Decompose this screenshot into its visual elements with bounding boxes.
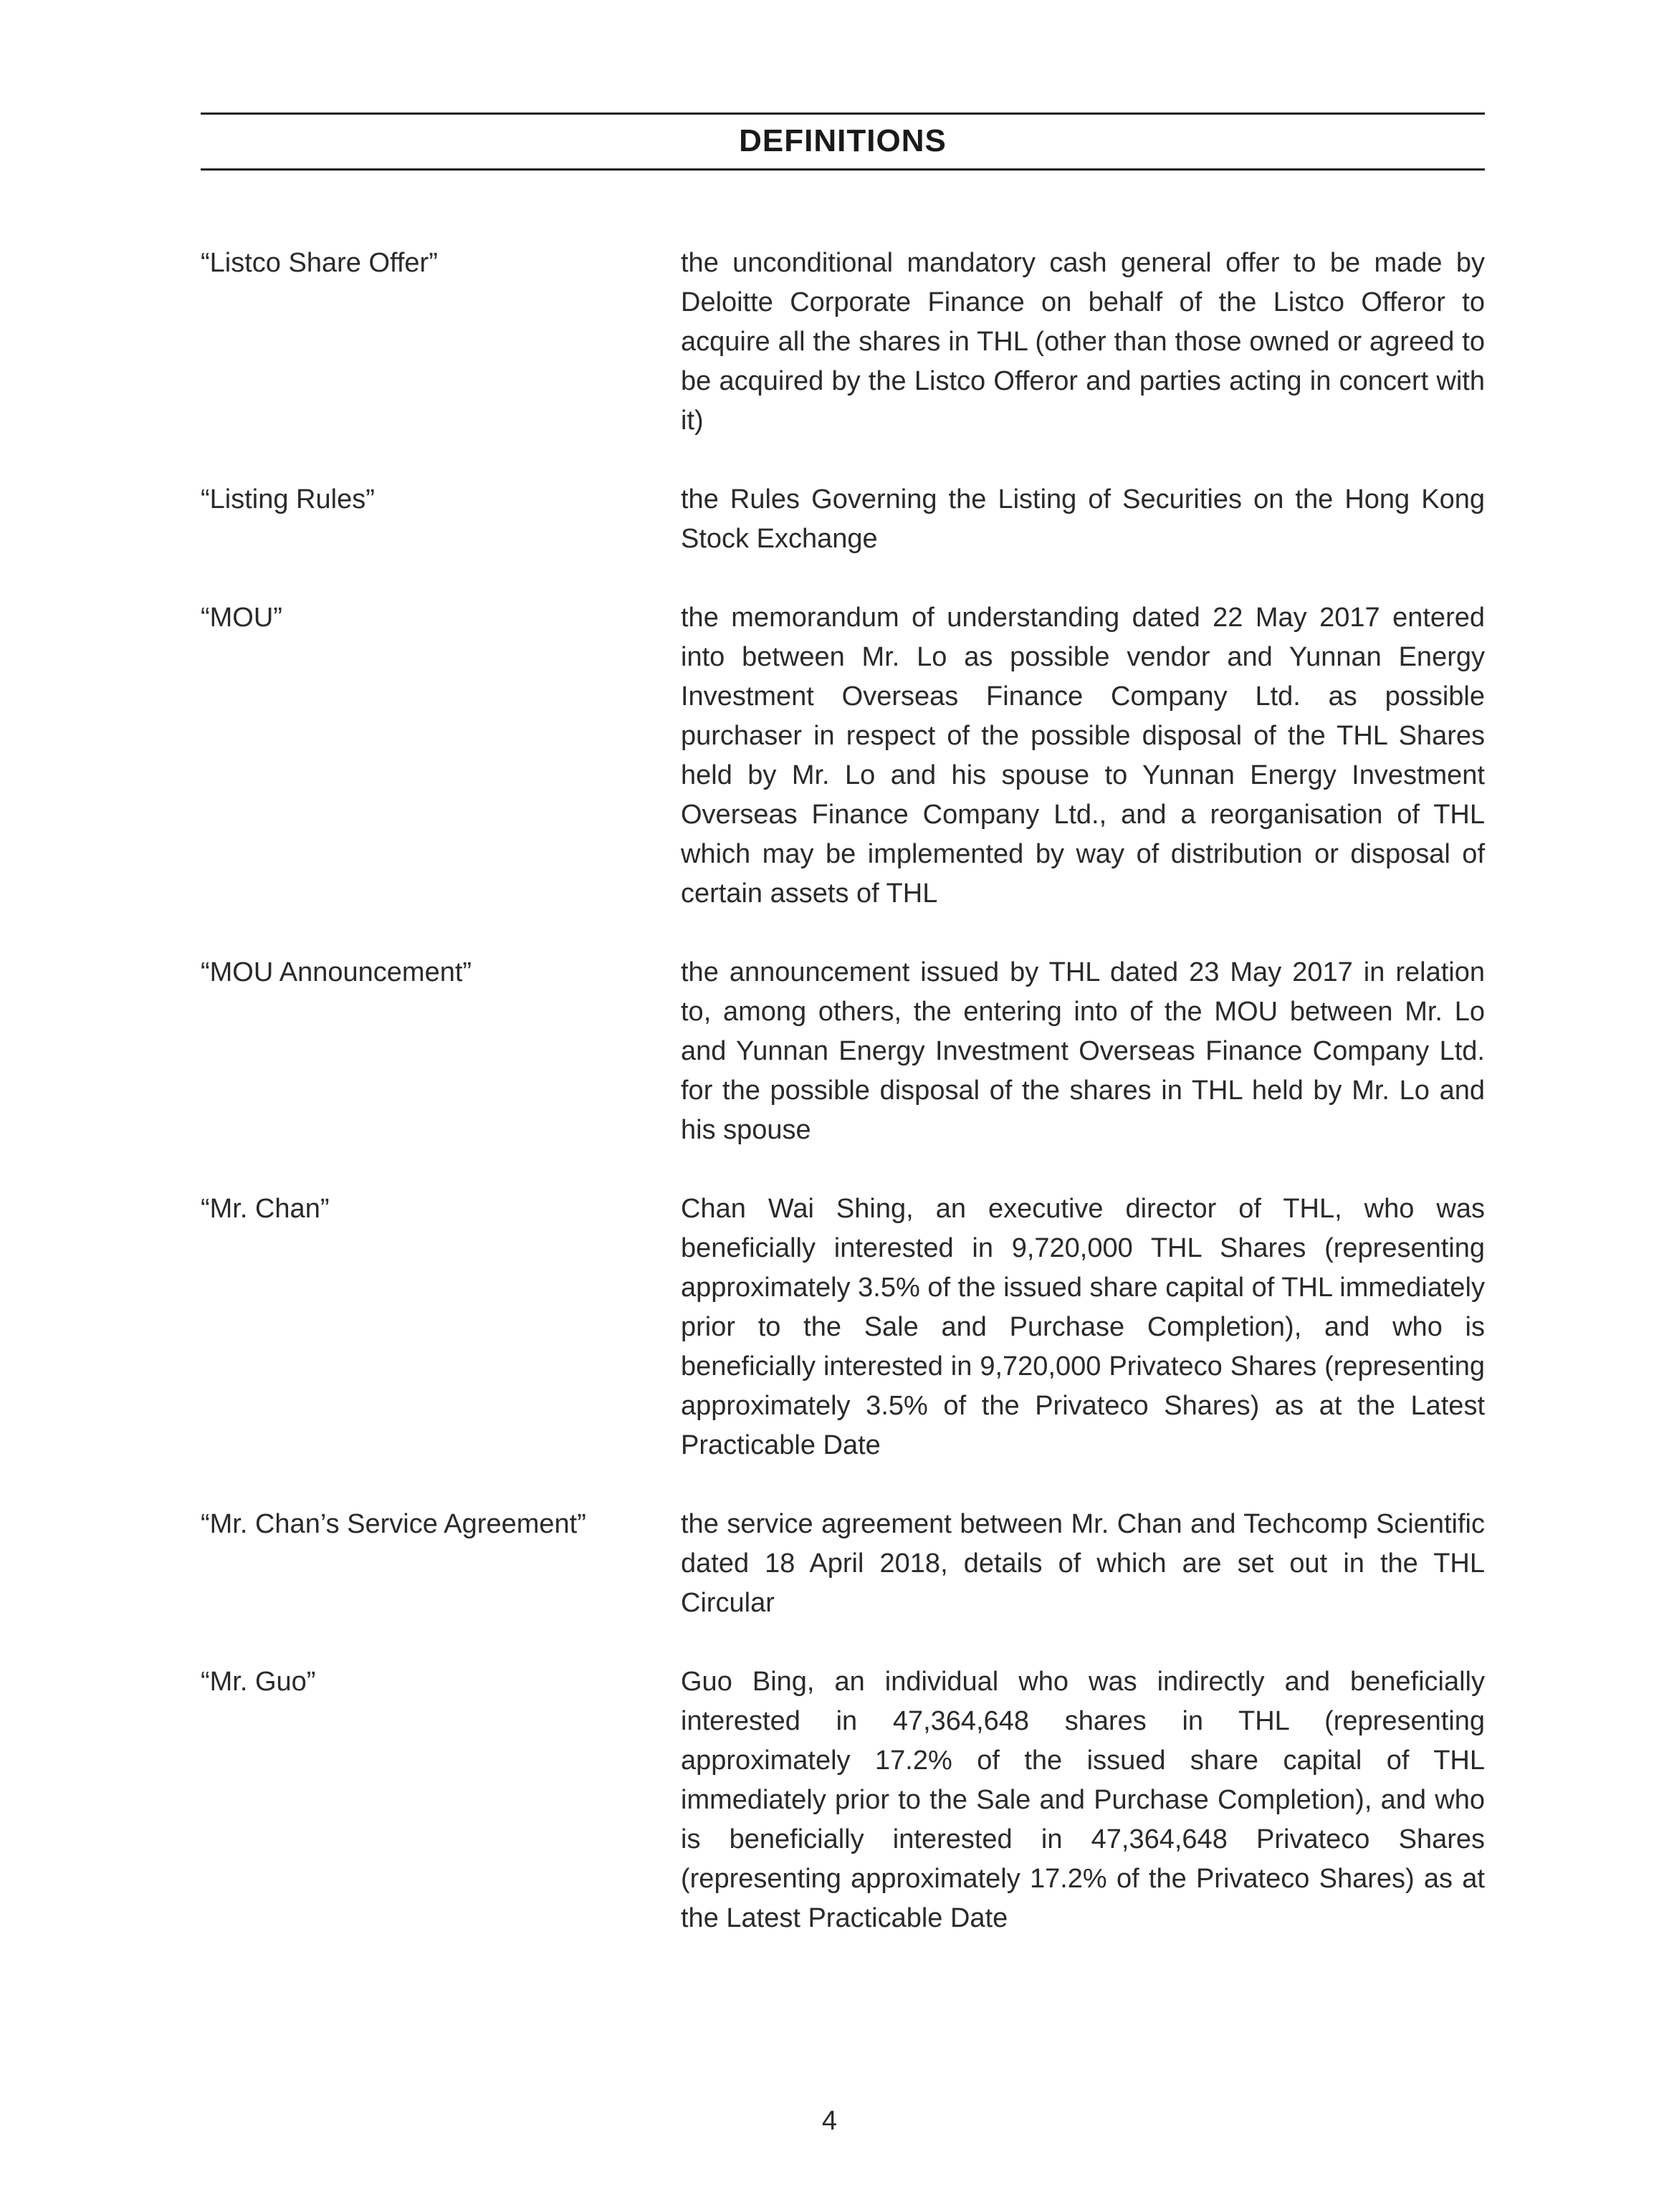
definition-entry (201, 1662, 1485, 1938)
definition-entry (201, 244, 1485, 441)
definition-entry (201, 480, 1485, 559)
definition-text: the service agreement between Mr. Chan and Techcomp Scientific dated 18 April 2018, details of which are set out in the THL Circular (681, 1509, 1485, 1618)
definition-text: Guo Bing, an individual who was indirectly and beneficially interested in 47,364,648 shares in THL (representing approximately 17.2% of the issued share capital of THL immediately prior to the Sale and Purchase Completion), and who is beneficially interested in 47,364,648 Privateco Shares (representing approximately 17.2% of the Privateco Shares) as at the Latest Practicable Date (681, 1667, 1485, 1933)
page-number: 4 (821, 2106, 838, 2136)
definition-text: the unconditional mandatory cash general offer to be made by Deloitte Corporate Finance on behalf of the Listco Offeror to acquire all the shares in THL (other than those owned or agreed to be acquired by the Listco Offeror and parties acting in concert with it) (681, 248, 1485, 436)
definition-term: “Mr. Guo” (201, 1667, 316, 1697)
definition-term: “Listco Share Offer” (201, 248, 438, 278)
definitions-list (201, 244, 1485, 1978)
definition-term: “MOU Announcement” (201, 957, 472, 987)
definition-term: “Mr. Chan” (201, 1194, 330, 1224)
header-bottom-rule (201, 168, 1485, 171)
definition-text: Chan Wai Shing, an executive director of THL, who was beneficially interested in 9,720,000 THL Shares (representing approximately 3.5% of the issued share capital of THL immediately prior to the Sale and Purchase Completion), and who is beneficially interested in 9,720,000 Privateco Shares (representing approximately 3.5% of the Privateco Shares) as at the Latest Practicable Date (681, 1194, 1485, 1460)
definition-text: the memorandum of understanding dated 22 May 2017 entered into between Mr. Lo as possible vendor and Yunnan Energy Investment Overseas Finance Company Ltd. as possible purchaser in respect of the possible disposal of the THL Shares held by Mr. Lo and his spouse to Yunnan Energy Investment Overseas Finance Company Ltd., and a reorganisation of THL which may be implemented by way of distribution or disposal of certain assets of THL (681, 603, 1485, 909)
definition-entry (201, 598, 1485, 914)
definition-entry (201, 1189, 1485, 1465)
definition-term: “Listing Rules” (201, 484, 375, 514)
definition-text: the announcement issued by THL dated 23 May 2017 in relation to, among others, the entering into of the MOU between Mr. Lo and Yunnan Energy Investment Overseas Finance Company Ltd. for the possible disposal of the shares in THL held by Mr. Lo and his spouse (681, 957, 1485, 1145)
definition-entry (201, 953, 1485, 1150)
definition-entry (201, 1505, 1485, 1623)
definition-term: “Mr. Chan’s Service Agreement” (201, 1509, 586, 1539)
page-title: DEFINITIONS (739, 123, 947, 158)
definition-term: “MOU” (201, 603, 282, 633)
header-top-rule (201, 112, 1485, 115)
definition-text: the Rules Governing the Listing of Securities on the Hong Kong Stock Exchange (681, 484, 1485, 554)
